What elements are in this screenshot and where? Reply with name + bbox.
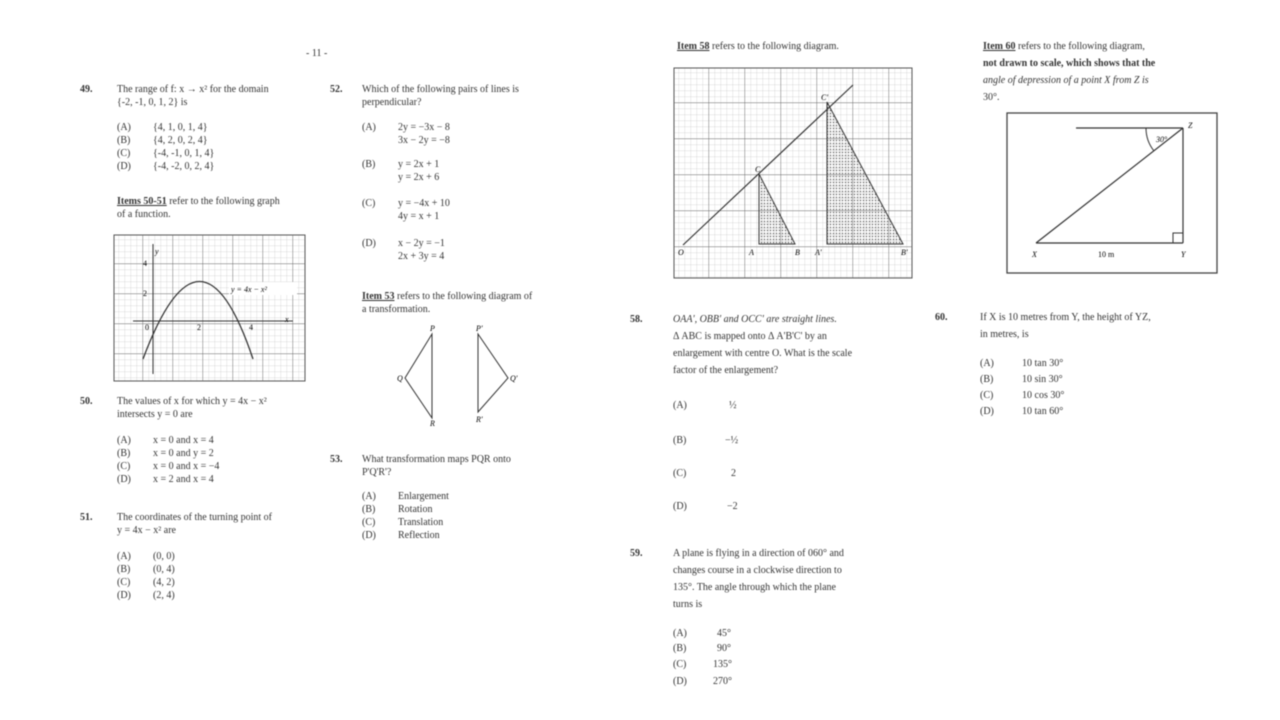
point-label: Y [1181, 250, 1186, 259]
option-value: x = 0 and x = 4 [153, 435, 214, 446]
option-label: (B) [117, 135, 131, 146]
option-value: 10 sin 30° [1022, 374, 1063, 385]
question-number: 49. [80, 84, 93, 95]
option-value: 2 [731, 468, 736, 479]
question-text: enlargement with centre O. What is the scale [673, 348, 853, 359]
point-label: A [749, 248, 754, 257]
option-value: y = −4x + 10 [398, 198, 450, 209]
option-value: y = 2x + 6 [398, 172, 440, 183]
option-value: ½ [729, 400, 737, 411]
option-value: x = 0 and y = 2 [153, 448, 214, 459]
option [362, 503, 432, 516]
item-ref-text: refer to the following graph [169, 196, 280, 207]
option-label: (B) [673, 643, 687, 654]
point-label: B [795, 248, 800, 257]
question-text: The range of f: x → x² for the domain [117, 84, 269, 95]
option-label: (C) [362, 517, 376, 528]
option-label: (B) [362, 504, 376, 515]
question-text: The values of x for which y = 4x − x² [117, 396, 267, 407]
item-ref-label: Item 58 [677, 41, 710, 52]
curve-label: y = 4x − x² [231, 285, 267, 294]
option-value: −½ [725, 435, 739, 446]
point-label: P [430, 324, 435, 333]
option-label: (C) [117, 577, 131, 588]
option-value: Reflection [398, 530, 440, 541]
option-value: −2 [727, 501, 738, 512]
option [673, 642, 731, 655]
option [673, 434, 738, 447]
point-label: C' [821, 93, 829, 102]
option [117, 121, 208, 134]
point-label: Q' [510, 374, 518, 383]
option-label: (D) [362, 238, 376, 249]
option-value: y = 2x + 1 [398, 159, 440, 170]
option [117, 134, 208, 147]
question-text: Δ ABC is mapped onto Δ A'B'C' by an [673, 331, 827, 342]
question-text: Which of the following pairs of lines is [362, 84, 519, 95]
option-value: {4, 1, 0, 1, 4} [153, 122, 208, 133]
question-number: 60. [935, 312, 948, 323]
option-label: (D) [673, 501, 687, 512]
option-label: (D) [117, 474, 131, 485]
point-label: C [755, 165, 761, 174]
option-label: (A) [362, 491, 376, 502]
point-label: B' [901, 248, 908, 257]
option [117, 589, 175, 602]
option-label: (B) [673, 435, 687, 446]
question-number: 53. [330, 454, 343, 465]
option [673, 627, 731, 640]
option [362, 158, 439, 184]
option-label: (D) [980, 406, 994, 417]
question-text: perpendicular? [362, 97, 422, 108]
item-ref-label: Item 53 [362, 291, 395, 302]
angle-of-depression-diagram [1006, 112, 1218, 274]
question-text: If X is 10 metres from Y, the height of YZ, [980, 312, 1151, 323]
option-value: {-4, -1, 0, 1, 4} [153, 148, 215, 159]
option-value: x = 2 and x = 4 [153, 474, 214, 485]
option-label: (A) [117, 122, 131, 133]
page-number: - 11 - [306, 48, 328, 59]
triangle-pqr [405, 334, 432, 418]
option-value: 4y = x + 1 [398, 211, 440, 222]
option-label: (A) [362, 122, 376, 133]
option [673, 399, 737, 412]
question-text: A plane is flying in a direction of 060° and [673, 548, 844, 559]
option-value: 90° [717, 643, 731, 654]
axis-tick-label: 4 [249, 323, 253, 332]
option-label: (A) [117, 551, 131, 562]
point-label: R' [476, 415, 483, 424]
option [117, 147, 214, 160]
angle-arc [1146, 128, 1154, 151]
option [673, 658, 732, 671]
item-ref-label: Item 60 [983, 41, 1016, 52]
option-label: (A) [673, 628, 687, 639]
option-label: (D) [117, 590, 131, 601]
question-number: 59. [630, 548, 643, 559]
option-value: 270° [713, 676, 732, 687]
question-text: factor of the enlargement? [673, 365, 779, 376]
option [362, 529, 440, 542]
enlargement-diagram [673, 67, 913, 279]
item-reference [362, 290, 532, 303]
option [980, 405, 1063, 418]
item-reference [677, 40, 839, 53]
option-value: Rotation [398, 504, 433, 515]
item-ref-text: of a function. [117, 209, 171, 220]
option [362, 237, 445, 263]
function-graph [113, 234, 306, 382]
option-label: (C) [117, 148, 131, 159]
item-ref-text: refers to the following diagram, [1018, 41, 1145, 52]
option-label: (A) [117, 435, 131, 446]
option-label: (A) [980, 358, 994, 369]
option [117, 576, 175, 589]
axis-label: x [285, 315, 289, 324]
option-label: (C) [673, 468, 687, 479]
item-ref-text: a transformation. [362, 304, 431, 315]
angle-label: 30° [1156, 135, 1168, 144]
question-text: OAA', OBB' and OCC' are straight lines. [673, 314, 837, 325]
question-number: 50. [80, 396, 93, 407]
option-label: (C) [673, 659, 687, 670]
item-reference [983, 40, 1145, 53]
option-label: (C) [117, 461, 131, 472]
option-value: {4, 2, 0, 2, 4} [153, 135, 208, 146]
item-reference [117, 195, 280, 208]
triangle-pqr-image [478, 334, 508, 412]
line-xz [1036, 128, 1183, 243]
option-value: 45° [717, 628, 731, 639]
option-value: Enlargement [398, 491, 449, 502]
option [362, 516, 443, 529]
option [117, 473, 214, 486]
option [362, 197, 450, 223]
option-value: 10 tan 60° [1022, 406, 1064, 417]
option [673, 675, 732, 688]
option-value: 10 tan 30° [1022, 358, 1064, 369]
option-value: x = 0 and x = −4 [153, 461, 220, 472]
item-ref-text: angle of depression of a point X from Z is [983, 75, 1149, 86]
option-label: (B) [117, 448, 131, 459]
option-label: (D) [362, 530, 376, 541]
option [980, 373, 1063, 386]
axis-tick-label: 2 [197, 323, 201, 332]
option [362, 490, 449, 503]
question-text: changes course in a clockwise direction to [673, 565, 842, 576]
point-label: P' [476, 324, 483, 333]
option-label: (C) [362, 198, 376, 209]
item-ref-text: not drawn to scale, which shows that the [983, 58, 1156, 69]
axis-tick-label: 2 [143, 289, 147, 298]
point-label: R [430, 419, 435, 427]
option [980, 357, 1063, 370]
distance-label: 10 m [1098, 250, 1115, 259]
question-text: What transformation maps PQR onto [362, 454, 511, 465]
option-label: (C) [980, 390, 994, 401]
question-text: P'Q'R'? [362, 467, 392, 478]
point-label: Q [397, 374, 403, 383]
option-value: x − 2y = −1 [398, 238, 445, 249]
option-value: Translation [398, 517, 444, 528]
item-ref-text: refers to the following diagram. [712, 41, 839, 52]
question-text: The coordinates of the turning point of [117, 512, 272, 523]
item-ref-text: 30°. [983, 92, 1000, 103]
axis-tick-label: 4 [143, 259, 147, 268]
right-angle-mark [1173, 233, 1183, 243]
transformation-diagram [390, 322, 530, 427]
option-value: (2, 4) [153, 590, 175, 601]
axis-label: y [155, 247, 159, 256]
option [117, 563, 175, 576]
point-label: Z [1188, 121, 1193, 130]
option-value: 2x + 3y = 4 [398, 251, 445, 262]
option [117, 160, 214, 173]
option [362, 121, 450, 147]
option [117, 460, 219, 473]
question-text: 135°. The angle through which the plane [673, 582, 836, 593]
question-number: 51. [80, 512, 93, 523]
option-value: (0, 4) [153, 564, 175, 575]
option-value: 3x − 2y = −8 [398, 135, 450, 146]
option-value: (4, 2) [153, 577, 175, 588]
option [117, 550, 175, 563]
point-label: X [1032, 250, 1037, 259]
option [117, 447, 214, 460]
option-label: (A) [673, 400, 687, 411]
question-text: intersects y = 0 are [117, 409, 193, 420]
question-number: 52. [330, 84, 343, 95]
option [673, 467, 736, 480]
option-value: {-4, -2, 0, 2, 4} [153, 161, 215, 172]
question-number: 58. [630, 314, 643, 325]
option-value: 10 cos 30° [1022, 390, 1065, 401]
item-ref-text: refers to the following diagram of [397, 291, 533, 302]
point-label: O [678, 248, 684, 257]
option-label: (B) [117, 564, 131, 575]
option [980, 389, 1064, 402]
option-value: 2y = −3x − 8 [398, 122, 450, 133]
point-label: A' [815, 248, 822, 257]
option-label: (D) [117, 161, 131, 172]
question-text: {-2, -1, 0, 1, 2} is [117, 97, 188, 108]
option [673, 500, 738, 513]
option-label: (B) [980, 374, 994, 385]
axis-tick-label: 0 [145, 323, 149, 332]
option-value: (0, 0) [153, 551, 175, 562]
question-text: in metres, is [980, 329, 1029, 340]
option-label: (B) [362, 159, 376, 170]
question-text: y = 4x − x² are [117, 525, 176, 536]
question-text: turns is [673, 599, 703, 610]
option [117, 434, 214, 447]
option-label: (D) [673, 676, 687, 687]
item-ref-label: Items 50-51 [117, 196, 167, 207]
option-value: 135° [713, 659, 732, 670]
